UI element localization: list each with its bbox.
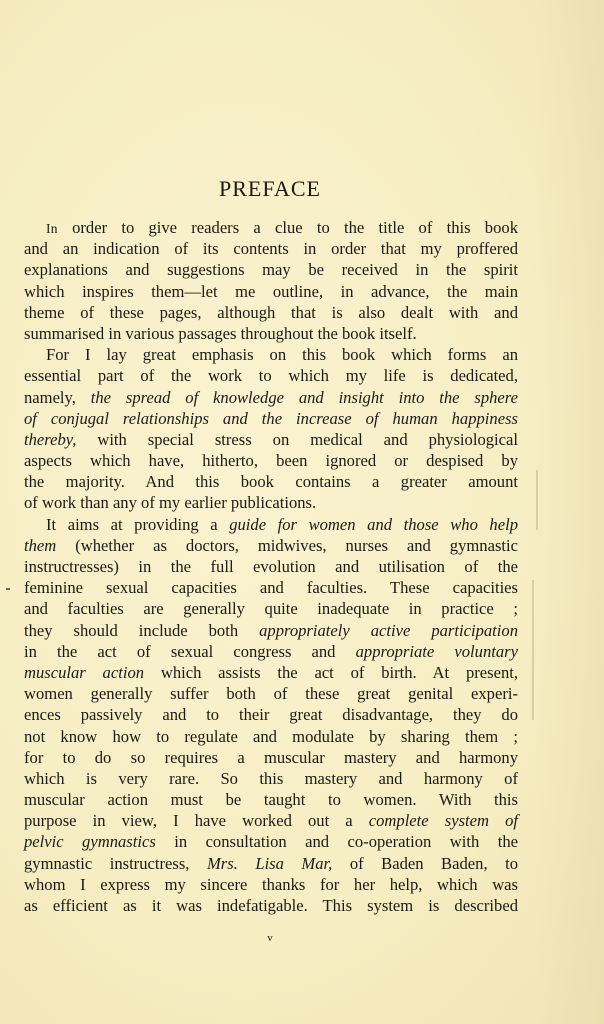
paragraph-2-line-1: For I lay great emphasis on this book which forms an xyxy=(46,345,518,365)
paragraph-3-line-2: them (whether as doctors, midwives, nurses and gymnastic xyxy=(24,535,518,555)
page-title: PREFACE xyxy=(219,176,321,201)
paragraph-3-line-19: as efficient as it was indefatigable. This system is described xyxy=(24,896,518,915)
paragraph-2-line-8: of work than any of my earlier publications. xyxy=(24,493,317,513)
scan-artifact xyxy=(532,580,534,720)
preface-body xyxy=(24,217,518,916)
paragraph-3-line-1: It aims at providing a guide for women and those who help xyxy=(46,514,519,534)
page-edge-shadow xyxy=(534,0,604,1024)
paragraph-1-line-5: theme of these pages, although that is also dealt with and xyxy=(24,302,518,322)
paragraph-3-line-5: and faculties are generally quite inadequate in practice ; xyxy=(24,599,518,619)
paragraph-3-line-18: whom I express my sincere thanks for her help, which was xyxy=(24,874,518,894)
paragraph-3-line-14: muscular action must be taught to women. With this xyxy=(24,790,518,810)
paragraph-2-line-7: the majority. And this book contains a greater amount xyxy=(24,472,518,492)
paragraph-3-line-13: which is very rare. So this mastery and harmony of xyxy=(24,768,518,788)
scan-artifact xyxy=(536,470,538,530)
paragraph-1-line-1: In order to give readers a clue to the title of this book xyxy=(46,218,518,237)
paragraph-1-line-3: explanations and suggestions may be received in the spirit xyxy=(24,260,518,280)
paragraph-3-line-12: for to do so requires a muscular mastery and harmony xyxy=(24,747,518,767)
paragraph-1-line-4: which inspires them—let me outline, in advance, the main xyxy=(24,281,518,301)
page-number: v xyxy=(267,932,273,944)
paragraph-3-line-8: muscular action which assists the act of birth. At present, xyxy=(24,662,519,682)
paragraph-3-line-6: they should include both appropriately active participation xyxy=(24,620,518,640)
paragraph-3-line-16: pelvic gymnastics in consultation and co-operation with the xyxy=(24,832,518,852)
paragraph-3-line-9: women generally suffer both of these great genital experi- xyxy=(24,684,518,704)
paragraph-3-line-4: feminine sexual capacities and faculties. These capacities xyxy=(24,578,518,598)
paragraph-3-line-11: not know how to regulate and modulate by sharing them ; xyxy=(24,726,518,746)
paragraph-2-line-2: essential part of the work to which my life is dedicated, xyxy=(24,366,518,386)
margin-dash-mark xyxy=(6,588,10,590)
small-caps-lead: In xyxy=(46,221,58,236)
paragraph-2-line-6: aspects which have, hitherto, been ignored or despised by xyxy=(24,451,518,471)
paragraph-2-line-5: thereby, with special stress on medical and physiological xyxy=(24,429,518,449)
paragraph-3-line-10: ences passively and to their great disadvantage, they do xyxy=(24,705,518,725)
paragraph-1-line-6: summarised in various passages throughout the book itself. xyxy=(24,323,417,343)
paragraph-2-line-3: namely, the spread of knowledge and insight into the sphere xyxy=(24,387,518,407)
paragraph-3-line-17: gymnastic instructress, Mrs. Lisa Mar, of Baden Baden, to xyxy=(24,853,518,873)
paragraph-3-line-3: instructresses) in the full evolution and utilisation of the xyxy=(24,557,518,576)
paragraph-3-line-15: purpose in view, I have worked out a complete system of xyxy=(24,811,518,831)
paragraph-3-line-7: in the act of sexual congress and appropriate voluntary xyxy=(24,641,518,661)
paragraph-1-line-2: and an indication of its contents in order that my proffered xyxy=(24,239,518,259)
paragraph-2-line-4: of conjugal relationships and the increase of human happiness xyxy=(24,408,518,428)
